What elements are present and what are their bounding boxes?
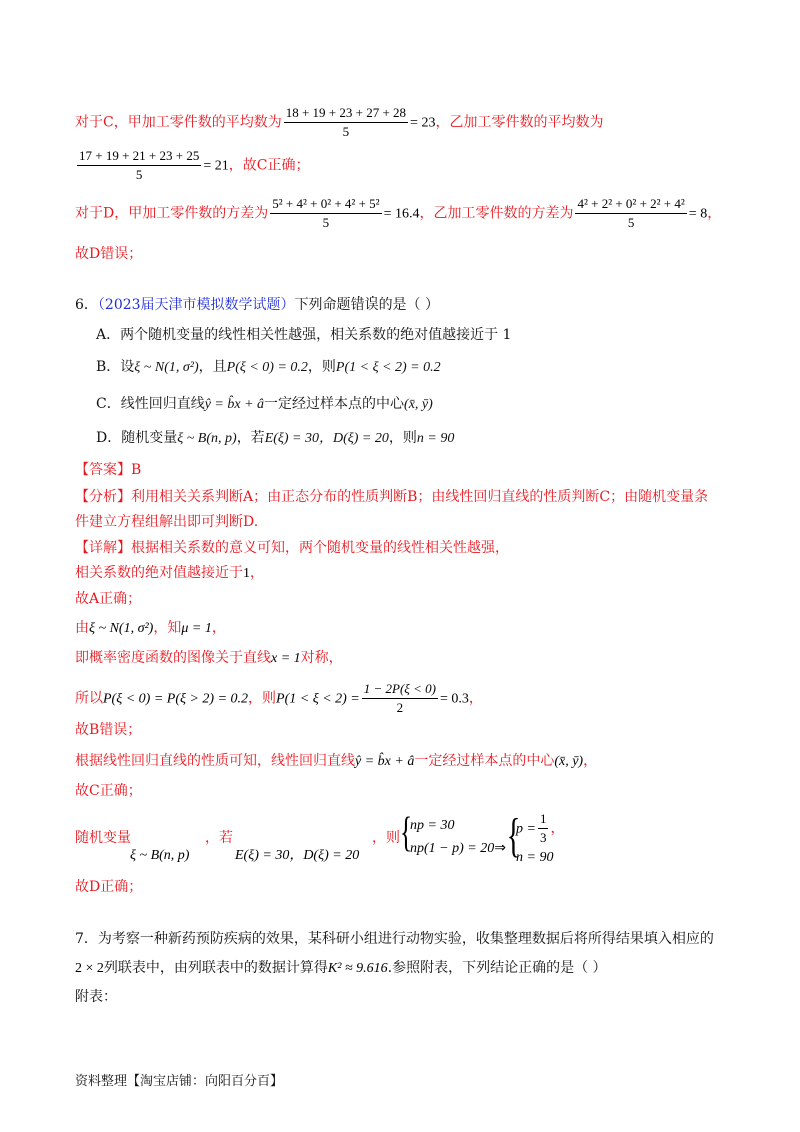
system-2-eq-1: p = $\frac{1}{3}$ ， — [516, 811, 565, 845]
system-1-eq-2: np(1 − p) = 20⇒ — [410, 841, 506, 856]
q6-stem: 6．（2023届天津市模拟数学试题）下列命题错误的是（ ） — [75, 297, 440, 313]
q7-line-1: 7．为考察一种新药预防疾病的效果，某科研小组进行动物实验，收集整理数据后将所得结果填入相应的 — [75, 931, 714, 947]
fraction: $\frac{1 - 2P(\xi < 0)}{2}$ — [363, 681, 436, 715]
q7-appendix-label: 附表： — [75, 989, 117, 1005]
left-brace: { — [506, 809, 521, 862]
c-mean-line-1: 对于C，甲加工零件数的平均数为 $\frac{18 + 19 + 23 + 27 + 28}{5}$ = 23，乙加工零件数的平均数为 — [75, 105, 604, 139]
q6-source: （2023届天津市模拟数学试题） — [97, 297, 295, 313]
fraction: $\frac{18 + 19 + 23 + 27 + 28}{5}$ — [285, 105, 407, 139]
fraction: $\frac{17 + 19 + 21 + 23 + 25}{5}$ — [79, 148, 200, 182]
fraction: $\frac{1}{3}$ — [539, 811, 547, 845]
q7-line-2: 2 × 2列联表中，由列联表中的数据计算得K² ≈ 9.616.参照附表，下列结论正确的是（ ） — [75, 960, 607, 976]
q6-c-correct: 故C正确； — [75, 783, 142, 799]
q6-detail-2: 相关系数的绝对值越接近于1， — [75, 565, 264, 581]
fraction: $\frac{\text{4² + 2² + 0² + 2² + 4²}}{5}$ — [577, 196, 685, 230]
q6-option-c: C．线性回归直线ŷ = b̂x + â一定经过样本点的中心(x̄, ȳ) — [96, 396, 433, 412]
q6-rv-cond: E(ξ) = 30，D(ξ) = 20 — [235, 848, 360, 863]
q6-regression-line: 根据线性回归直线的性质可知，线性回归直线ŷ = b̂x + â一定经过样本点的中心(x̄, ȳ)， — [75, 753, 598, 769]
d-variance-line: 对于D，甲加工零件数的方差为 $\frac{\text{5² + 4² + 0² + 4² + 5²}}{5}$ = 16.4，乙加工零件数的方差为 $\frac{\text{4² + 2² + 0² + 2² + 4²}}{5}$ = 8， — [75, 196, 722, 230]
q6-rv-if: ，若 — [205, 830, 233, 846]
q6-option-a: A．两个随机变量的线性相关性越强，相关系数的绝对值越接近于 1 — [96, 327, 512, 343]
q6-mu-line: 由ξ ~ N(1, σ²)，知μ = 1， — [75, 620, 226, 636]
q6-so-line: 所以P(ξ < 0) = P(ξ > 2) = 0.2，则P(1 < ξ < 2) = $\frac{1 - 2P(\xi < 0)}{2}$ = 0.3， — [75, 681, 483, 715]
q6-analysis-1: 【分析】利用相关关系判断A；由正态分布的性质判断B；由线性回归直线的性质判断C；由随机变量条 — [75, 489, 709, 505]
q6-option-b: B．设ξ ~ N(1, σ²)，且P(ξ < 0) = 0.2，则P(1 < ξ < 2) = 0.2 — [96, 359, 441, 375]
q6-rv-dist: ξ ~ B(n, p) — [130, 848, 190, 863]
q6-option-d: D．随机变量ξ ~ B(n, p)，若E(ξ) = 30，D(ξ) = 20，则n = 90 — [96, 430, 455, 446]
q6-a-correct: 故A正确； — [75, 591, 142, 607]
q6-analysis-2: 件建立方程组解出即可判断D. — [75, 514, 259, 530]
d-conclusion: 故D错误； — [75, 246, 143, 262]
system-1-eq-1: np = 30 — [410, 818, 455, 833]
q6-d-correct: 故D正确； — [75, 879, 143, 895]
q6-symmetry-line: 即概率密度函数的图像关于直线x = 1对称， — [75, 650, 343, 666]
c-mean-line-2: $\frac{17 + 19 + 21 + 23 + 25}{5}$ = 21，故C正确； — [79, 148, 310, 182]
footer: 资料整理【淘宝店铺：向阳百分百】 — [75, 1074, 284, 1089]
q6-rv-then: ，则 — [372, 830, 400, 846]
left-brace: { — [400, 810, 413, 856]
q6-answer: 【答案】B — [75, 462, 142, 478]
system-2-eq-2: n = 90 — [516, 850, 554, 865]
q6-rv-label: 随机变量 — [75, 830, 131, 846]
q6-b-wrong: 故B错误； — [75, 722, 142, 738]
fraction: $\frac{\text{5² + 4² + 0² + 4² + 5²}}{5}$ — [272, 196, 380, 230]
q6-detail-1: 【详解】根据相关系数的意义可知，两个随机变量的线性相关性越强， — [75, 540, 509, 556]
